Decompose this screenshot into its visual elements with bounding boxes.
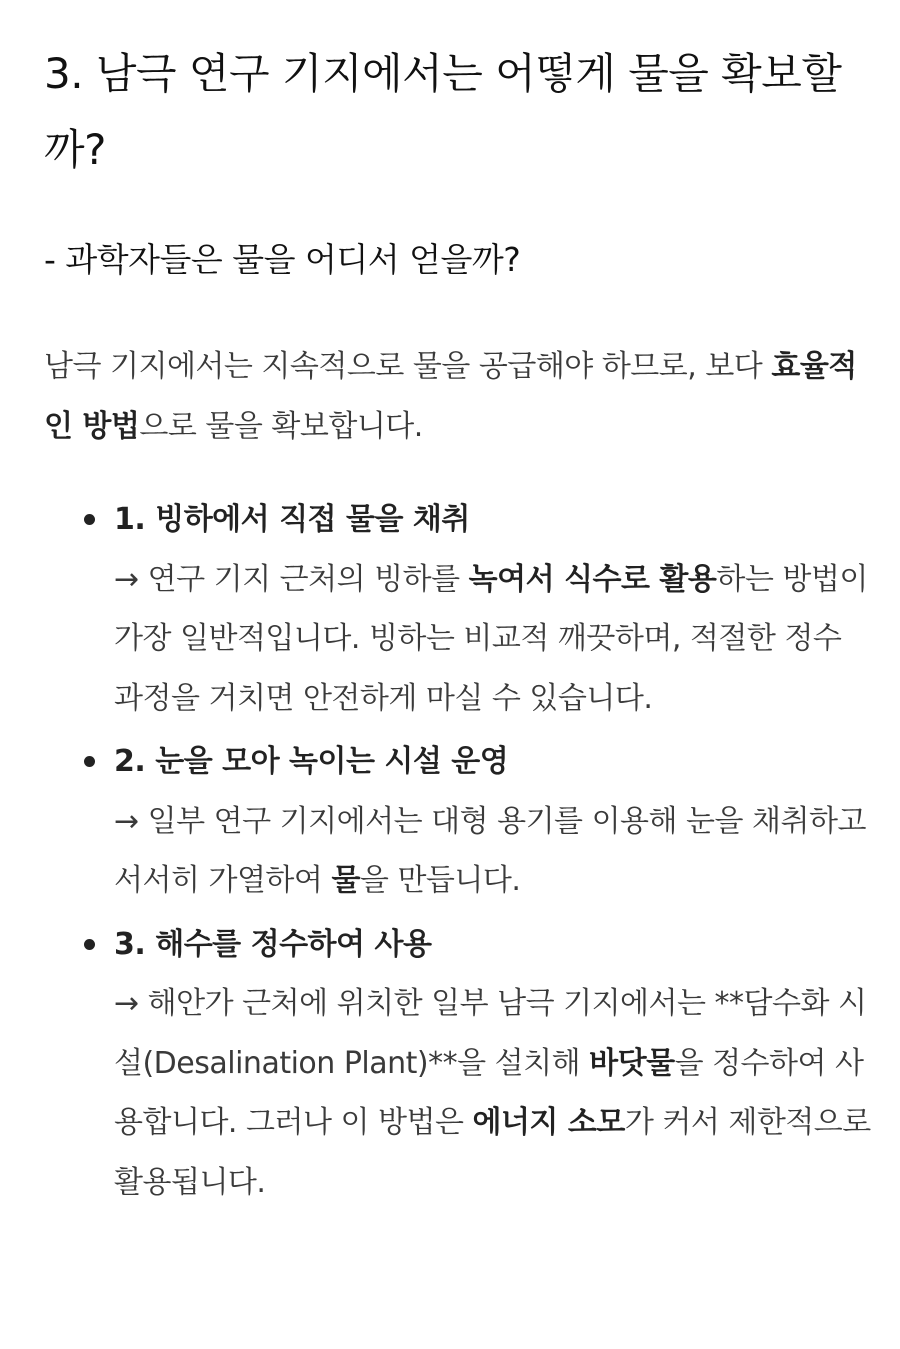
method-text-before: → 일부 연구 기지에서는 대형 용기를 이용해 눈을 채취하고 서서히 가열하여 — [114, 803, 866, 898]
list-item-glacier — [0, 490, 874, 728]
method-bold-text: 물 — [331, 863, 360, 898]
bullet-icon — [84, 939, 95, 950]
method-text-middle: 을 정수하여 사용합니다. 그러나 이 방법은 — [114, 1045, 864, 1140]
method-description — [114, 792, 874, 911]
intro-text-after: 으로 물을 확보합니다. — [139, 409, 423, 444]
method-text-after: 가 커서 제한적으로 활용됩니다. — [114, 1105, 871, 1200]
bullet-icon — [84, 756, 95, 767]
method-title: 3. 해수를 정수하여 사용 — [114, 926, 432, 962]
method-title: 1. 빙하에서 직접 물을 채취 — [114, 502, 470, 537]
section-subtitle: - 과학자들은 물을 어디서 얻을까? — [44, 240, 521, 279]
method-bold-text: 녹여서 식수로 활용 — [468, 561, 717, 597]
method-text-after: 을 만듭니다. — [359, 863, 521, 898]
list-item-seawater — [0, 915, 874, 1213]
method-text-after: 하는 방법이 가장 일반적입니다. 빙하는 비교적 깨끗하며, 적절한 정수 과정을 거치면 안전하게 마실 수 있습니다. — [114, 561, 868, 716]
method-text-before: → 연구 기지 근처의 빙하를 — [114, 561, 469, 597]
intro-text-before: 남극 기지에서는 지속적으로 물을 공급해야 하므로, 보다 — [44, 349, 772, 384]
intro-paragraph — [44, 337, 864, 457]
method-description — [114, 550, 874, 729]
list-item-snow — [0, 732, 874, 911]
method-bold-text: 바닷물 — [589, 1045, 675, 1081]
bullet-icon — [84, 514, 95, 525]
method-bold-text-2: 에너지 소모 — [472, 1105, 625, 1140]
intro-bold-text: 효율적인 방법 — [44, 349, 857, 444]
method-description — [114, 974, 874, 1212]
method-title: 2. 눈을 모아 녹이는 시설 운영 — [114, 744, 509, 779]
section-title: 3. 남극 연구 기지에서는 어떻게 물을 확보할까? — [44, 49, 842, 174]
methods-list — [0, 490, 900, 1212]
method-text-before: → 해안가 근처에 위치한 일부 남극 기지에서는 **담수화 시설(Desalination Plant)**을 설치해 — [114, 986, 867, 1081]
